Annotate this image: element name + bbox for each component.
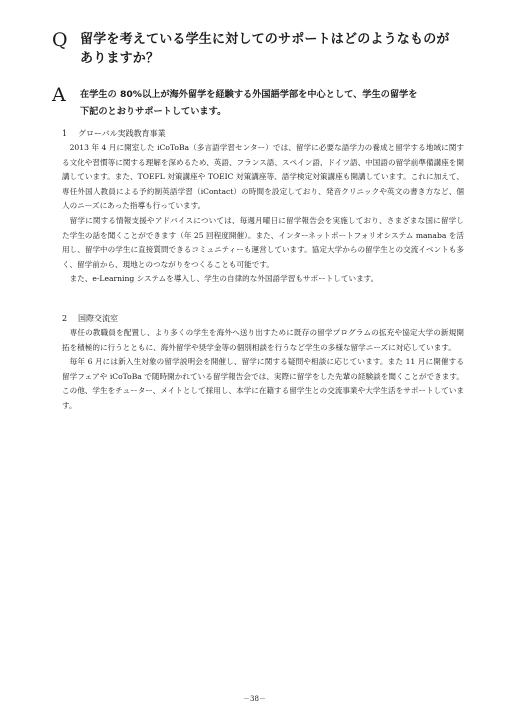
answer-text-line-1: 在学生の 80%以上が海外留学を経験する外国語学部を中心として、学生の留学を <box>80 89 418 100</box>
answer-block <box>52 85 472 120</box>
paragraph: 留学に関する情報支援やアドバイスについては、毎週月曜日に留学報告会を実施しており、さまざまな国に留学した学生の話を聞くことができます（年 25 回程度開催）。また、インターネットポートフォリオシステム manaba を活用し、留学中の学生に直接質問できるコミュニティーも運営しています。協定大学からの留学生との交流イベントも多く、留学前から、現地とのつながりをつくることも可能です。 <box>62 215 464 269</box>
question-mark: Q <box>52 29 68 51</box>
question-text-line-1: 留学を考えている学生に対してのサポートはどのようなものが <box>80 32 450 47</box>
section-title: 国際交流室 <box>78 314 118 323</box>
section-heading <box>62 127 464 141</box>
section-international-exchange <box>62 312 464 414</box>
answer-text <box>80 85 417 120</box>
page-number: －38－ <box>243 695 266 703</box>
section-number: 1 <box>62 129 68 138</box>
section-heading <box>62 312 464 326</box>
paragraph: また、e-Learning システムを導入し、学生の自律的な外国語学習もサポートしています。 <box>69 274 379 284</box>
answer-text-line-2: 下記のとおりサポートしています。 <box>80 106 227 117</box>
paragraph: 毎年 6 月には新入生対象の留学説明会を開催し、留学に関する疑問や相談に応じています。また 11 月に開催する留学フェアや iCoToBa で随時開かれている留学報告会では、実際に留学をした先輩の経験談を聞くことができます。この他、学生をチューター、メイトとして採用し、本学に在籍する留学生との交流事業や大学生活をサポートしています。 <box>62 357 464 410</box>
section-global-education <box>62 127 464 287</box>
question-text <box>80 30 450 68</box>
section-number: 2 <box>62 314 68 323</box>
question-text-line-2: ありますか？ <box>80 51 160 66</box>
paragraph: 2013 年 4 月に開室した iCoToBa（多言語学習センター）では、留学に必要な語学力の養成と留学する地域に関する文化や習慣等に関する理解を深めるため、英語、フランス語、スペイン語、ドイツ語、中国語の留学前準備講座を開講しています。また、TOEFL 対策講座や TOEIC 対策講座等、語学検定対策講座も開講しています。これに加えて、専任外国人教員による予約制英語学習（iContact）の時間を設定しており、発音クリニックや英文の書き方など、個人のニーズにあった指導も行っています。 <box>62 143 464 211</box>
paragraph: 専任の教職員を配置し、より多くの学生を海外へ送り出すために既存の留学プログラムの拡充や協定大学の新規開拓を積極的に行うとともに、海外留学や奨学金等の個別相談を行うなど学生の多様な留学ニーズに対応しています。 <box>62 328 464 352</box>
answer-mark: A <box>52 84 66 106</box>
question-block <box>52 30 472 68</box>
section-title: グローバル実践教育事業 <box>78 129 166 138</box>
